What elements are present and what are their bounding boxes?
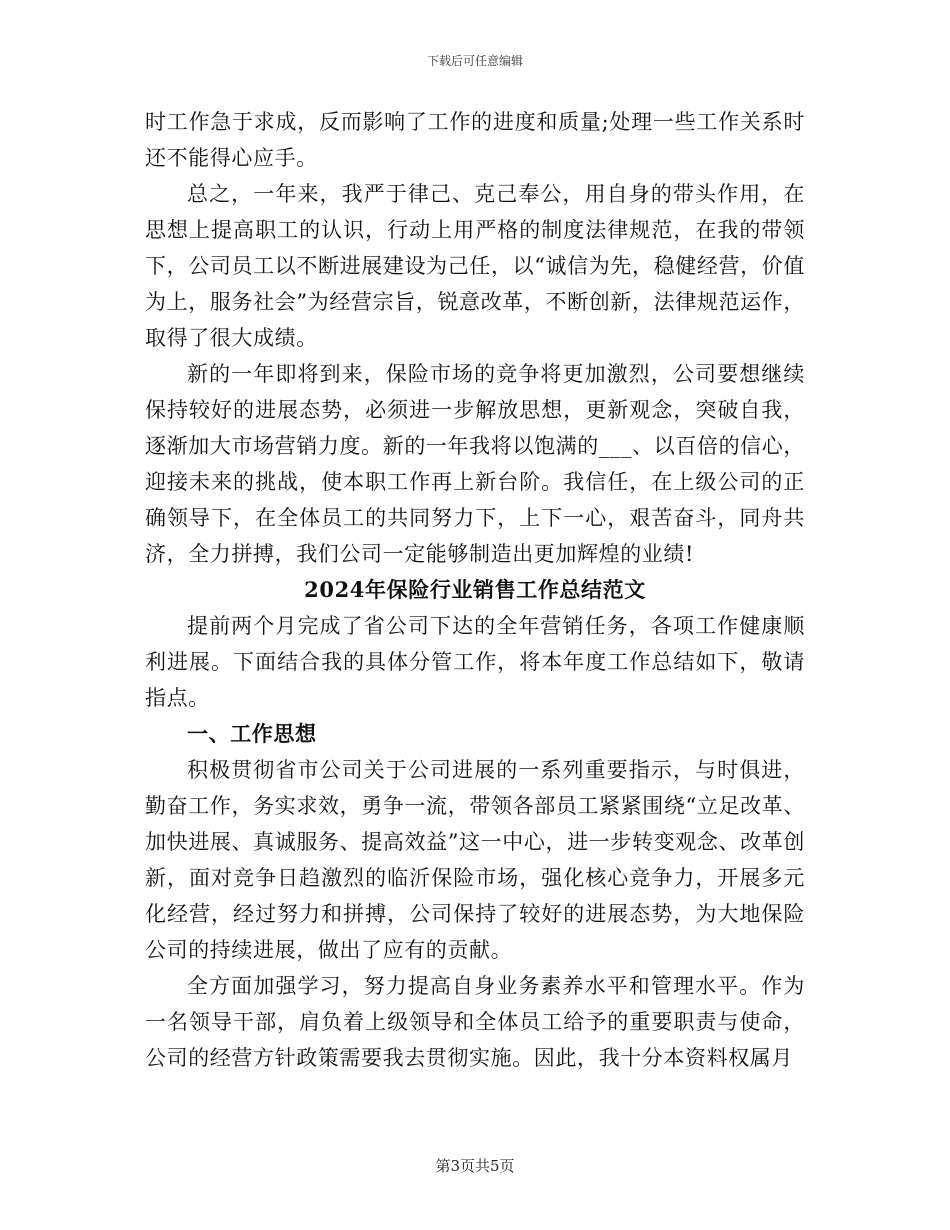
paragraph-intro: 提前两个月完成了省公司下达的全年营销任务，各项工作健康顺利进展。下面结合我的具体分管工作，将本年度工作总结如下，敬请指点。 xyxy=(145,614,805,710)
paragraph-work-thoughts: 积极贯彻省市公司关于公司进展的一系列重要指示，与时俱进，勤奋工作，务实求效，勇争一流，带领各部员工紧紧围绕“立足改革、加快进展、真诚服务、提高效益”这一中心，进一步转变观念、改革创新，面对竞争日趋激烈的临沂保险市场，强化核心竞争力，开展多元化经营，经过努力和拼搏，公司保持了较好的进展态势，为大地保险公司的持续进展，做出了应有的贡献。 xyxy=(145,758,805,962)
paragraph-summary: 总之，一年来，我严于律己、克己奉公，用自身的带头作用，在思想上提高职工的认识，行动上用严格的制度法律规范，在我的带领下，公司员工以不断进展建设为己任，以“诚信为先，稳健经营，价值为上，服务社会”为经营宗旨，锐意改革，不断创新，法律规范运作，取得了很大成绩。 xyxy=(145,182,805,350)
section-heading: 一、工作思想 xyxy=(187,721,317,746)
paragraph-learning: 全方面加强学习，努力提高自身业务素养水平和管理水平。作为一名领导干部，肩负着上级领导和全体员工给予的重要职责与使命，公司的经营方针政策需要我去贯彻实施。因此，我十分本资料权属月 xyxy=(145,974,805,1070)
paragraph-continuation: 时工作急于求成，反而影响了工作的进度和质量;处理一些工作关系时还不能得心应手。 xyxy=(145,110,805,170)
page-header: 下载后可任意编辑 xyxy=(426,54,523,68)
paragraph-outlook: 新的一年即将到来，保险市场的竞争将更加激烈，公司要想继续保持较好的进展态势，必须进一步解放思想，更新观念，突破自我，逐渐加大市场营销力度。新的一年我将以饱满的___、以百倍的信心，迎接未来的挑战，使本职工作再上新台阶。我信任，在上级公司的正确领导下，在全体员工的共同努力下，上下一心，艰苦奋斗，同舟共济，全力拼搏，我们公司一定能够制造出更加辉煌的业绩! xyxy=(145,362,805,566)
document-body xyxy=(145,104,805,1076)
document-title: 2024年保险行业销售工作总结范文 xyxy=(304,577,646,602)
page-footer: 第3页共5页 xyxy=(435,1157,515,1175)
